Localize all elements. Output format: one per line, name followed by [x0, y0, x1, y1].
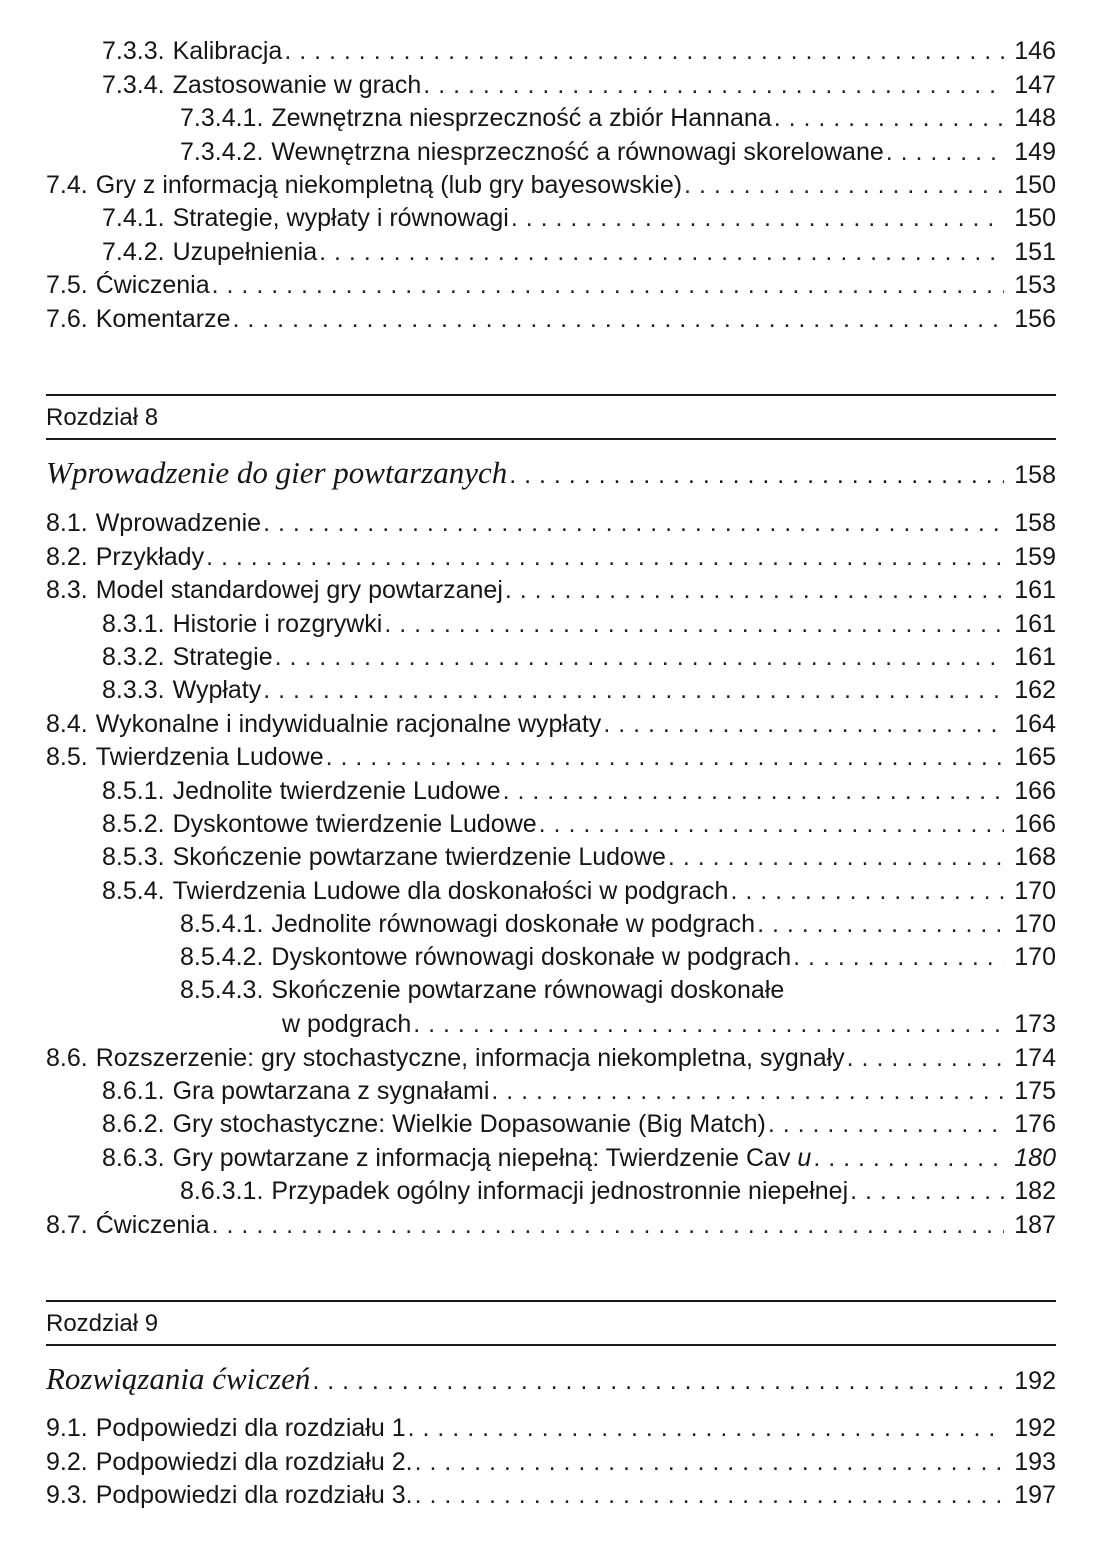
chapter-rule-bottom [46, 1344, 1056, 1346]
chapter-title-row [46, 452, 1056, 492]
toc-entry [46, 35, 1056, 68]
toc-entry-number: 8.3.3. [102, 676, 165, 705]
toc-entry-number: 8.6. [46, 1043, 88, 1072]
toc-entry-page: 150 [1014, 204, 1056, 233]
toc-entry-page: 197 [1014, 1481, 1056, 1510]
dot-leader [423, 69, 1004, 102]
toc-entry [46, 1479, 1056, 1512]
dot-leader [284, 35, 1004, 68]
toc-entry-title: Kalibracja [172, 37, 283, 66]
toc-entry-title: Dyskontowe równowagi doskonałe w podgrach [271, 943, 792, 972]
toc-entry [46, 707, 1056, 740]
toc-entry-title: Przykłady [95, 542, 205, 571]
toc-entry-number: 8.6.1. [102, 1077, 165, 1106]
dot-leader [768, 1108, 1004, 1141]
dot-leader [793, 941, 1004, 974]
toc-entry [46, 1175, 1056, 1208]
toc-entry [46, 507, 1056, 540]
toc-entry-number: 7.3.4. [102, 70, 165, 99]
toc-entry-number: 7.3.4.1. [180, 104, 264, 133]
chapter-rule-top [46, 1300, 1056, 1302]
toc-entry-page: 161 [1014, 576, 1056, 605]
chapter-title: Wprowadzenie do gier powtarzanych [46, 455, 508, 490]
toc-entry-number: 9.3. [46, 1481, 88, 1510]
toc-entry-page: 156 [1014, 304, 1056, 333]
toc-entry-number: 8.3.1. [102, 609, 165, 638]
toc-entry-page: 168 [1014, 843, 1056, 872]
toc-entry [46, 302, 1056, 335]
toc-entry-page: 164 [1014, 709, 1056, 738]
dot-leader [774, 102, 1004, 135]
dot-leader [813, 1142, 1004, 1175]
toc-entry-number: 7.6. [46, 304, 88, 333]
chapter-title-row [46, 1358, 1056, 1398]
toc-entry-number: 8.5. [46, 743, 88, 772]
toc-entry-number: 7.3.4.2. [180, 137, 264, 166]
toc-entry-page: 166 [1014, 776, 1056, 805]
toc-entry [46, 641, 1056, 674]
toc-entry-title: Jednolite twierdzenie Ludowe [172, 776, 501, 805]
toc-entry-title: Strategie, wypłaty i równowagi [172, 204, 509, 233]
toc-entry-page: 148 [1014, 104, 1056, 133]
toc-entry-number: 7.3.3. [102, 37, 165, 66]
toc-entry [46, 874, 1056, 907]
toc-entry-continuation [46, 1008, 1056, 1041]
toc-entry-title: Komentarze [95, 304, 231, 333]
toc-entry-number: 8.5.4. [102, 876, 165, 905]
toc-entry-number: 8.5.1. [102, 776, 165, 805]
toc-section-chapter7-tail [46, 35, 1056, 336]
toc-entry-title: Gry z informacją niekompletną (lub gry bayesowskie) [95, 170, 683, 199]
toc-entry [46, 540, 1056, 573]
toc-entry-title: Podpowiedzi dla rozdziału 3. [95, 1481, 413, 1510]
toc-entry [46, 1445, 1056, 1478]
toc-entry [46, 235, 1056, 268]
toc-entry-number: 8.4. [46, 709, 88, 738]
dot-leader [886, 136, 1004, 169]
toc-entry-title: Zastosowanie w grach [172, 70, 422, 99]
dot-leader [384, 608, 1004, 641]
toc-entry-page: 149 [1014, 137, 1056, 166]
dot-leader [263, 507, 1004, 540]
toc-entry [46, 202, 1056, 235]
toc-entry-number: 8.5.2. [102, 809, 165, 838]
toc-entry-title: Wewnętrzna niesprzeczność a równowagi skorelowane [271, 137, 884, 166]
toc-entry-number: 8.3.2. [102, 642, 165, 671]
dot-leader [415, 1446, 1004, 1479]
toc-entry-page: 159 [1014, 542, 1056, 571]
toc-entry [46, 1141, 1056, 1174]
toc-entry [46, 1075, 1056, 1108]
dot-leader [212, 269, 1004, 302]
toc-entry-page: 146 [1014, 37, 1056, 66]
toc-entry-page: 192 [1014, 1414, 1056, 1443]
dot-leader [319, 236, 1004, 269]
toc-entry [46, 1208, 1056, 1241]
toc-entry-page: 147 [1014, 70, 1056, 99]
toc-entry-number: 9.1. [46, 1414, 88, 1443]
toc-entry-title: Zewnętrzna niesprzeczność a zbiór Hannana [271, 104, 772, 133]
toc-entry-title-italic: u [797, 1143, 812, 1172]
chapter-rule-bottom [46, 438, 1056, 440]
toc-entry-number: 8.5.4.2. [180, 943, 264, 972]
toc-entry-number: 7.4.1. [102, 204, 165, 233]
chapter-page: 158 [1014, 461, 1056, 489]
toc-entry-page: 161 [1014, 609, 1056, 638]
toc-entry-title: Gry stochastyczne: Wielkie Dopasowanie (Big Match) [172, 1110, 766, 1139]
dot-leader [415, 1479, 1004, 1512]
toc-entry [46, 68, 1056, 101]
dot-leader [312, 1365, 1004, 1398]
toc-entry-title: Skończenie powtarzane twierdzenie Ludowe [172, 843, 666, 872]
toc-entry-title-continuation: w podgrach [282, 1010, 412, 1039]
toc-entry-number: 8.5.4.3. [180, 976, 264, 1005]
toc-entry-page: 170 [1014, 943, 1056, 972]
toc-entry-title: Rozszerzenie: gry stochastyczne, informacja niekompletna, sygnały [95, 1043, 845, 1072]
toc-entry [46, 1108, 1056, 1141]
dot-leader [511, 202, 1004, 235]
toc-entry [46, 674, 1056, 707]
toc-entry [46, 135, 1056, 168]
toc-entry-title: Wykonalne i indywidualnie racjonalne wypłaty [95, 709, 602, 738]
toc-entry [46, 774, 1056, 807]
toc-entry-title: Podpowiedzi dla rozdziału 1 [95, 1414, 406, 1443]
dot-leader [757, 908, 1004, 941]
toc-entry-number: 8.6.3. [102, 1143, 165, 1172]
toc-entry [46, 574, 1056, 607]
toc-entry-title: Wypłaty [172, 676, 262, 705]
toc-entry-title: Podpowiedzi dla rozdziału 2. [95, 1447, 413, 1476]
toc-entry [46, 808, 1056, 841]
dot-leader [730, 875, 1004, 908]
toc-entry-page: 170 [1014, 876, 1056, 905]
toc-entry-page: 173 [1014, 1010, 1056, 1039]
toc-entry-number: 8.6.3.1. [180, 1177, 264, 1206]
toc-entry [46, 741, 1056, 774]
toc-entry-page: 158 [1014, 509, 1056, 538]
toc-entry [46, 169, 1056, 202]
dot-leader [850, 1175, 1004, 1208]
toc-entry-page: 153 [1014, 271, 1056, 300]
dot-leader [413, 1008, 1004, 1041]
toc-entry-title: Ćwiczenia [95, 271, 210, 300]
toc-entry-page: 193 [1014, 1447, 1056, 1476]
toc-entry-page: 150 [1014, 170, 1056, 199]
toc-entry [46, 607, 1056, 640]
toc-entry-title: Historie i rozgrywki [172, 609, 383, 638]
dot-leader [326, 741, 1004, 774]
toc-entry-title: Gry powtarzane z informacją niepełną: Twierdzenie Cav [172, 1143, 798, 1172]
toc-entry-page: 166 [1014, 809, 1056, 838]
toc-entry-first-line [46, 974, 1056, 1007]
toc-entry-title: Wprowadzenie [95, 509, 262, 538]
toc-entry-number: 8.6.2. [102, 1110, 165, 1139]
toc-entry-number: 8.5.3. [102, 843, 165, 872]
toc-entry-title: Skończenie powtarzane równowagi doskonałe [271, 976, 785, 1005]
dot-leader [503, 775, 1004, 808]
dot-leader [263, 674, 1004, 707]
toc-section-chapter9 [46, 1412, 1056, 1512]
dot-leader [233, 303, 1005, 336]
toc-entry [46, 908, 1056, 941]
toc-entry-title: Twierdzenia Ludowe [95, 743, 324, 772]
dot-leader [668, 841, 1004, 874]
toc-entry-page: 161 [1014, 642, 1056, 671]
toc-entry-page: 180 [1014, 1143, 1056, 1172]
toc-entry-page: 162 [1014, 676, 1056, 705]
toc-entry-page: 151 [1014, 237, 1056, 266]
toc-entry-number: 8.2. [46, 542, 88, 571]
toc-entry-number: 8.5.4.1. [180, 910, 264, 939]
toc-entry-page: 175 [1014, 1077, 1056, 1106]
toc-entry [46, 102, 1056, 135]
toc-entry-number: 7.5. [46, 271, 88, 300]
toc-entry-number: 9.2. [46, 1447, 88, 1476]
toc-entry-number: 7.4.2. [102, 237, 165, 266]
toc-entry-title: Dyskontowe twierdzenie Ludowe [172, 809, 537, 838]
toc-entry-title: Uzupełnienia [172, 237, 318, 266]
toc-section-chapter8 [46, 507, 1056, 1242]
chapter-rule-top [46, 394, 1056, 396]
toc-entry-number: 8.7. [46, 1210, 88, 1239]
dot-leader [509, 459, 1004, 492]
toc-entry-page: 187 [1014, 1210, 1056, 1239]
toc-entry [46, 941, 1056, 974]
dot-leader [212, 1209, 1004, 1242]
toc-entry-page: 182 [1014, 1177, 1056, 1206]
chapter-label: Rozdział 8 [46, 404, 159, 431]
toc-entry-page: 174 [1014, 1043, 1056, 1072]
dot-leader [539, 808, 1004, 841]
toc-entry [46, 841, 1056, 874]
toc-entry-title: Jednolite równowagi doskonałe w podgrach [271, 910, 756, 939]
toc-entry-number: 8.1. [46, 509, 88, 538]
chapter-title: Rozwiązania ćwiczeń [46, 1361, 311, 1396]
dot-leader [847, 1042, 1004, 1075]
toc-entry-page: 165 [1014, 743, 1056, 772]
toc-entry-title: Przypadek ogólny informacji jednostronnie niepełnej [271, 1177, 849, 1206]
chapter-page: 192 [1014, 1367, 1056, 1395]
toc-entry-title: Strategie [172, 642, 273, 671]
dot-leader [491, 1075, 1004, 1108]
dot-leader [408, 1412, 1004, 1445]
toc-entry-page: 170 [1014, 910, 1056, 939]
toc-entry-page: 176 [1014, 1110, 1056, 1139]
chapter-label: Rozdział 9 [46, 1310, 159, 1337]
dot-leader [275, 641, 1004, 674]
toc-entry-title: Gra powtarzana z sygnałami [172, 1077, 490, 1106]
toc-entry-number: 8.3. [46, 576, 88, 605]
toc-entry [46, 269, 1056, 302]
dot-leader [603, 708, 1004, 741]
toc-entry-title: Twierdzenia Ludowe dla doskonałości w podgrach [172, 876, 729, 905]
dot-leader [505, 574, 1004, 607]
dot-leader [206, 541, 1004, 574]
toc-entry-title: Model standardowej gry powtarzanej [95, 576, 503, 605]
dot-leader [684, 169, 1004, 202]
toc-entry [46, 1412, 1056, 1445]
toc-entry-title: Ćwiczenia [95, 1210, 210, 1239]
toc-entry-number: 7.4. [46, 170, 88, 199]
toc-entry [46, 1041, 1056, 1074]
